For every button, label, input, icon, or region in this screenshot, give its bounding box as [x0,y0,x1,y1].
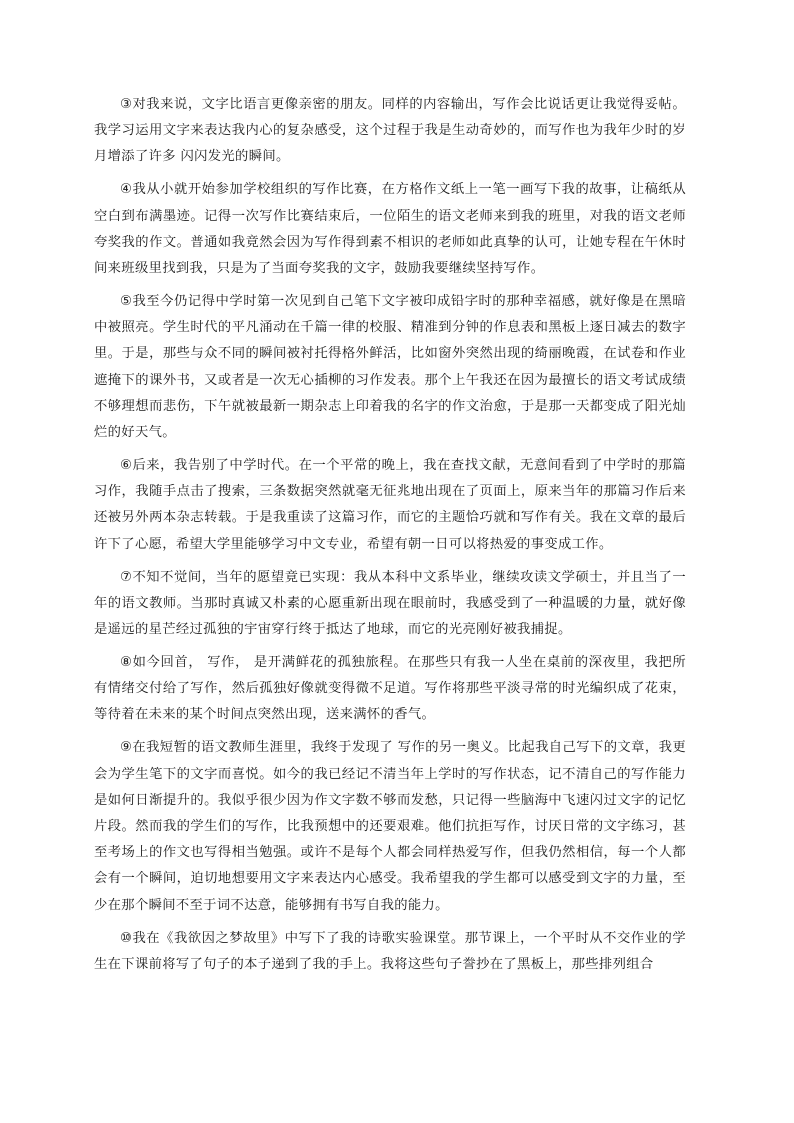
paragraph-7: ⑦不知不觉间，当年的愿望竟已实现：我从本科中文系毕业，继续攻读文学硕士，并且当了一年的语文教师。当那时真诚又朴素的心愿重新出现在眼前时，我感受到了一种温暖的力量，就好像是遥远的星芒经过孤独的宇宙穿行终于抵达了地球，而它的光亮刚好被我捕捉。 [94,569,686,638]
article-body [94,92,686,985]
paragraph-3: ③对我来说，文字比语言更像亲密的朋友。同样的内容输出，写作会比说话更让我觉得妥帖。我学习运用文字来表达我内心的复杂感受，这个过程于我是生动奇妙的，而写作也为我年少时的岁月增添了许多 闪闪发光的瞬间。 [94,97,686,165]
paragraph-10: ⑩我在《我欲因之梦故里》中写下了我的诗歌实验课堂。那节课上，一个平时从不交作业的学生在下课前将写了句子的本子递到了我的手上。我将这些句子誊抄在了黑板上，那些排列组合 [94,930,686,972]
paragraph-8: ⑧如今回首， 写作， 是开满鲜花的孤独旅程。在那些只有我一人坐在桌前的深夜里，我把所有情绪交付给了写作，然后孤独好像就变得微不足道。写作将那些平淡寻常的时光编织成了花束，等待着在未来的某个时间点突然出现，送来满怀的香气。 [94,655,686,723]
paragraph-6: ⑥后来，我告别了中学时代。在一个平常的晚上，我在查找文献，无意间看到了中学时的那篇习作，我随手点击了搜索，三条数据突然就毫无征兆地出现在了页面上，原来当年的那篇习作后来还被另外两本杂志转载。于是我重读了这篇习作，而它的主题恰巧就和写作有关。我在文章的最后许下了心愿，希望大学里能够学习中文专业，希望有朝一日可以将热爱的事变成工作。 [94,458,686,552]
paragraph-9: ⑨在我短暂的语文教师生涯里，我终于发现了 写作的另一奥义。比起我自己写下的文章，我更会为学生笔下的文字而喜悦。如今的我已经记不清当年上学时的写作状态，记不清自己的写作能力是如何日渐提升的。我似乎很少因为作文字数不够而发愁，只记得一些脑海中飞速闪过文字的记忆片段。然而我的学生们的写作，比我预想中的还要艰难。他们抗拒写作，讨厌日常的文字练习，甚至考场上的作文也写得相当勉强。或许不是每个人都会同样热爱写作，但我仍然相信，每一个人都会有一个瞬间，迫切地想要用文字来表达内心感受。我希望我的学生都可以感受到文字的力量，至少在那个瞬间不至于词不达意，能够拥有书写自我的能力。 [94,740,686,913]
paragraph-5: ⑤我至今仍记得中学时第一次见到自己笔下文字被印成铅字时的那种幸福感，就好像是在黑暗中被照亮。学生时代的平凡涌动在千篇一律的校服、精准到分钟的作息表和黑板上逐日减去的数字里。于是，那些与众不同的瞬间被衬托得格外鲜活，比如窗外突然出现的绮丽晚霞，在试卷和作业遮掩下的课外书，又或者是一次无心插柳的习作发表。那个上午我还在因为最擅长的语文考试成绩不够理想而悲伤，下午就被最新一期杂志上印着我的名字的作文治愈，于是那一天都变成了阳光灿烂的好天气。 [94,294,686,441]
paragraph-4: ④我从小就开始参加学校组织的写作比赛，在方格作文纸上一笔一画写下我的故事，让稿纸从空白到布满墨迹。记得一次写作比赛结束后，一位陌生的语文老师来到我的班里，对我的语文老师夸奖我的作文。普通如我竟然会因为写作得到素不相识的老师如此真挚的认可，让她专程在午休时间来班级里找到我，只是为了当面夸奖我的文字，鼓励我要继续坚持写作。 [94,182,686,277]
